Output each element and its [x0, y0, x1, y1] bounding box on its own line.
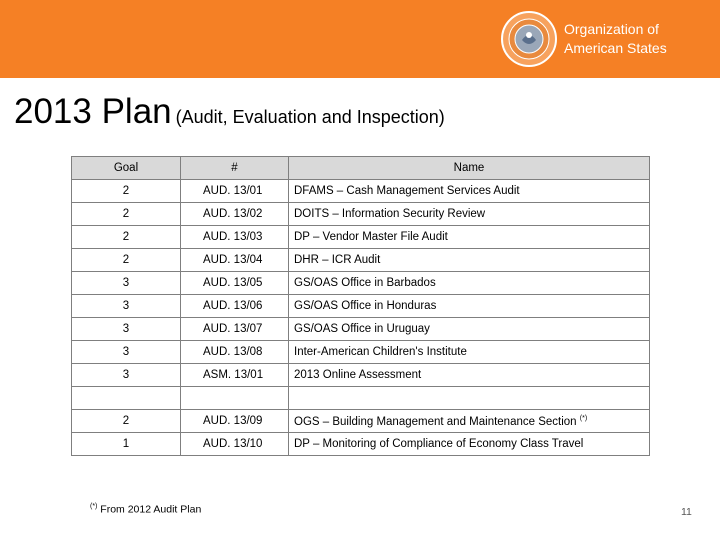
cell-name	[289, 249, 650, 272]
table-row	[72, 364, 650, 387]
cell-goal	[72, 180, 181, 203]
cell-goal-text: 2	[122, 208, 130, 220]
cell-name-text: 2013 Online Assessment	[294, 369, 422, 381]
cell-goal-text: 3	[122, 323, 130, 335]
footnote	[90, 503, 201, 516]
cell-number	[181, 295, 289, 318]
cell-name-text: DFAMS – Cash Management Services Audit	[294, 185, 520, 197]
cell-name	[289, 226, 650, 249]
cell-name	[289, 272, 650, 295]
cell-number	[181, 387, 289, 410]
cell-number-text: AUD. 13/07	[203, 323, 263, 335]
cell-name	[289, 318, 650, 341]
cell-number	[181, 226, 289, 249]
cell-number	[181, 249, 289, 272]
cell-name-text: DHR – ICR Audit	[294, 254, 381, 266]
cell-goal-text: 2	[122, 185, 130, 197]
cell-name	[289, 410, 650, 433]
cell-goal-text: 2	[122, 415, 130, 427]
cell-goal	[72, 203, 181, 226]
cell-name	[289, 341, 650, 364]
organization-name-line1: Organization of	[564, 21, 659, 37]
cell-number	[181, 364, 289, 387]
table-row	[72, 272, 650, 295]
cell-name-text: GS/OAS Office in Uruguay	[294, 323, 430, 335]
cell-number-text: AUD. 13/05	[203, 277, 263, 289]
cell-name	[289, 364, 650, 387]
cell-name	[289, 387, 650, 410]
cell-number-text: AUD. 13/08	[203, 346, 263, 358]
header-banner	[0, 0, 720, 78]
cell-goal	[72, 364, 181, 387]
table-row	[72, 203, 650, 226]
table-row	[72, 318, 650, 341]
cell-name	[289, 203, 650, 226]
cell-number-text: AUD. 13/02	[203, 208, 263, 220]
cell-name-text: GS/OAS Office in Barbados	[294, 277, 436, 289]
organization-name-line2: American States	[564, 40, 667, 56]
cell-number-text: AUD. 13/03	[203, 231, 263, 243]
cell-goal	[72, 433, 181, 456]
cell-goal	[72, 341, 181, 364]
cell-goal-text: 3	[122, 346, 130, 358]
cell-number-text: AUD. 13/10	[203, 438, 263, 450]
cell-goal	[72, 387, 181, 410]
footnote-text: From 2012 Audit Plan	[97, 503, 202, 516]
audit-plan-table	[71, 156, 650, 456]
cell-number-text: ASM. 13/01	[203, 369, 264, 381]
cell-name-text: Inter-American Children's Institute	[294, 346, 467, 358]
cell-goal-text: 2	[122, 231, 130, 243]
cell-name	[289, 180, 650, 203]
cell-goal	[72, 226, 181, 249]
cell-name-text: DP – Vendor Master File Audit	[294, 231, 448, 243]
table-row	[72, 387, 650, 410]
table-row	[72, 341, 650, 364]
table-body	[72, 180, 650, 456]
cell-goal-text: 3	[122, 277, 130, 289]
header-number: #	[181, 157, 289, 180]
cell-number	[181, 318, 289, 341]
cell-number	[181, 272, 289, 295]
oas-seal-icon	[500, 10, 558, 68]
header-name: Name	[289, 157, 650, 180]
cell-name-text: DP – Monitoring of Compliance of Economy Class Travel	[294, 438, 584, 450]
page-number: 11	[681, 506, 692, 518]
cell-goal	[72, 295, 181, 318]
page-title	[14, 92, 445, 132]
cell-number-text: AUD. 13/01	[203, 185, 263, 197]
cell-goal	[72, 272, 181, 295]
cell-goal	[72, 318, 181, 341]
cell-number	[181, 180, 289, 203]
cell-goal-text: 3	[122, 300, 130, 312]
page-title-main: 2013 Plan	[14, 92, 172, 131]
header-goal: Goal	[72, 157, 181, 180]
cell-number-text: AUD. 13/06	[203, 300, 263, 312]
table-row	[72, 226, 650, 249]
cell-name-text: DOITS – Information Security Review	[294, 208, 486, 220]
footnote-mark: (*)	[90, 503, 98, 510]
footnote-reference-mark: (*)	[579, 414, 588, 422]
cell-goal-text: 1	[122, 438, 130, 450]
organization-name	[564, 20, 667, 58]
table-row	[72, 295, 650, 318]
cell-number	[181, 341, 289, 364]
cell-goal-text: 2	[122, 254, 130, 266]
cell-goal	[72, 410, 181, 433]
cell-number	[181, 433, 289, 456]
cell-number	[181, 203, 289, 226]
cell-goal-text: 3	[122, 369, 130, 381]
table-row	[72, 410, 650, 433]
table-row	[72, 249, 650, 272]
table-header-row	[72, 157, 650, 180]
cell-number	[181, 410, 289, 433]
cell-name-text: GS/OAS Office in Honduras	[294, 300, 437, 312]
cell-name	[289, 433, 650, 456]
cell-goal	[72, 249, 181, 272]
cell-name-text: OGS – Building Management and Maintenance Section	[294, 415, 577, 428]
table-row	[72, 433, 650, 456]
cell-name	[289, 295, 650, 318]
cell-number-text: AUD. 13/04	[203, 254, 263, 266]
cell-number-text: AUD. 13/09	[203, 415, 263, 427]
table-row	[72, 180, 650, 203]
page-title-subtitle: (Audit, Evaluation and Inspection)	[175, 107, 445, 127]
